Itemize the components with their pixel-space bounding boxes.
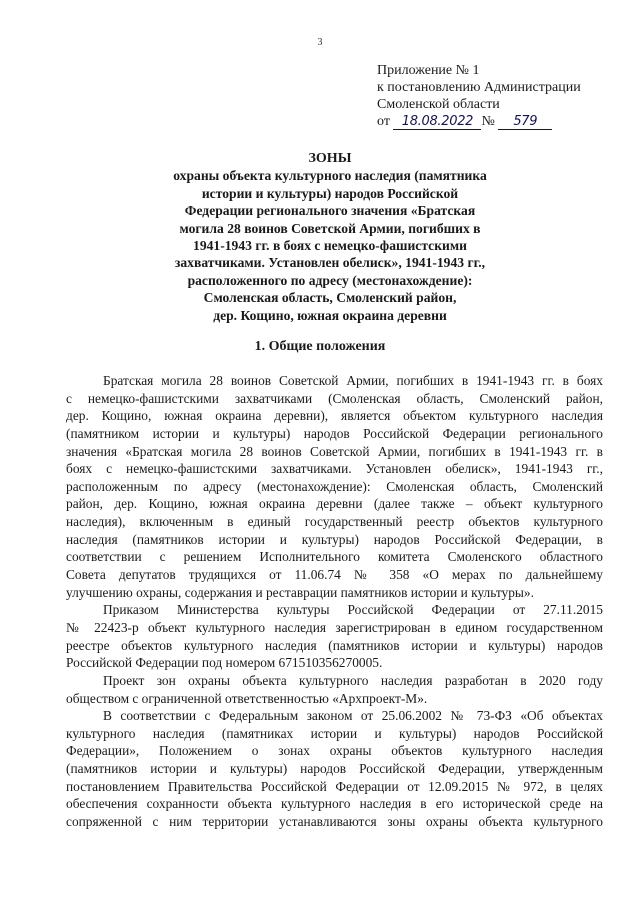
body-line: обеспечения сохранности объекта культурного наследия в его исторической среде на bbox=[66, 796, 603, 812]
body-line: реестре объектов культурного наследия (памятников истории и культуры) народов bbox=[66, 637, 603, 653]
document-title bbox=[140, 150, 520, 324]
appendix-date-line bbox=[377, 113, 627, 130]
body-line: с немецко-фашистскими захватчиками (Смоленская область, Смоленский район, bbox=[66, 390, 603, 406]
body-line: постановлением Правительства Российской Федерации от 12.09.2015 № 972, в целях bbox=[66, 778, 603, 794]
body-line: (памятником истории и культуры) народов Российской Федерации регионального bbox=[66, 425, 603, 441]
title-line: охраны объекта культурного наследия (памятника bbox=[173, 168, 487, 184]
appendix-title: Приложение № 1 bbox=[377, 63, 480, 78]
appendix-decree-line: к постановлению Администрации bbox=[377, 80, 581, 95]
appendix-region-line: Смоленской области bbox=[377, 97, 500, 112]
body-line: наследия (памятников истории и культуры) народов Российской Федерации, в bbox=[66, 531, 603, 547]
body-text bbox=[66, 372, 603, 831]
body-line: район, дер. Кощино, южная окраина деревни (далее также – объект культурного bbox=[66, 496, 603, 512]
body-line: Братская могила 28 воинов Советской Армии, погибших в 1941-1943 гг. в боях bbox=[103, 373, 603, 388]
body-line: Совета депутатов трудящихся от 11.06.74 № 358 «О мерах по дальнейшему bbox=[66, 567, 603, 583]
body-line: боях с немецко-фашистскими захватчиками. Установлен обелиск», 1941-1943 гг., bbox=[66, 461, 603, 477]
body-line: значения «Братская могила 28 воинов Советской Армии, погибших в 1941-1943 гг. в bbox=[66, 443, 603, 459]
body-line: (памятников истории и культуры) народов Российской Федерации, утвержденным bbox=[66, 761, 603, 777]
body-line: обществом с ограниченной ответственностью «Архпроект-М». bbox=[66, 690, 428, 706]
body-line: Российской Федерации под номером 671510356270005. bbox=[66, 655, 383, 671]
body-line: улучшению охраны, содержания и реставрации памятников истории и культуры». bbox=[66, 584, 534, 600]
title-line: дер. Кощино, южная окраина деревни bbox=[213, 307, 447, 323]
title-line: Смоленская область, Смоленский район, bbox=[203, 290, 457, 306]
title-zones: ЗОНЫ bbox=[308, 151, 352, 166]
number-sign: № bbox=[481, 114, 495, 129]
body-line: культурного наследия (памятниках истории и культуры) народов Российской bbox=[66, 725, 603, 741]
body-line: соответствии с решением Исполнительного комитета Смоленского областного bbox=[66, 549, 603, 565]
body-line: № 22423-р объект культурного наследия зарегистрирован в едином государственном bbox=[66, 619, 603, 635]
title-line: 1941-1943 гг. в боях с немецко-фашистскими bbox=[193, 238, 467, 254]
title-line: расположенного по адресу (местонахождение): bbox=[187, 272, 473, 288]
title-line: захватчиками. Установлен обелиск», 1941-1943 гг., bbox=[174, 255, 486, 271]
date-prefix: от bbox=[377, 114, 390, 129]
body-line: расположенным по адресу (местонахождение): Смоленская область, Смоленский bbox=[66, 478, 603, 494]
handwritten-date: 18.08.2022 bbox=[393, 114, 481, 130]
page-number: 3 bbox=[317, 37, 323, 48]
body-line: Проект зон охраны объекта культурного наследия разработан в 2020 году bbox=[103, 672, 603, 688]
handwritten-number: 579 bbox=[498, 114, 552, 130]
section-heading: 1. Общие положения bbox=[254, 339, 386, 354]
body-line: Приказом Министерства культуры Российской Федерации от 27.11.2015 bbox=[103, 602, 603, 618]
title-line: могила 28 воинов Советской Армии, погибших в bbox=[179, 220, 481, 236]
body-line: Федерации», Положением о зонах охраны объектов культурного наследия bbox=[66, 743, 603, 759]
body-line: В соответствии с Федеральным законом от 25.06.2002 № 73-ФЗ «Об объектах bbox=[103, 708, 603, 724]
title-line: Федерации регионального значения «Братская bbox=[184, 203, 476, 219]
appendix-header bbox=[377, 62, 627, 130]
body-line: дер. Кощино, южная окраина деревни), является объектом культурного наследия bbox=[66, 408, 603, 424]
body-line: сопряженной с ним территории устанавливаются зоны охраны объекта культурного bbox=[66, 814, 603, 830]
title-line: истории и культуры) народов Российской bbox=[201, 185, 459, 201]
body-line: наследия), включенным в единый государственный реестр объектов культурного bbox=[66, 514, 603, 530]
